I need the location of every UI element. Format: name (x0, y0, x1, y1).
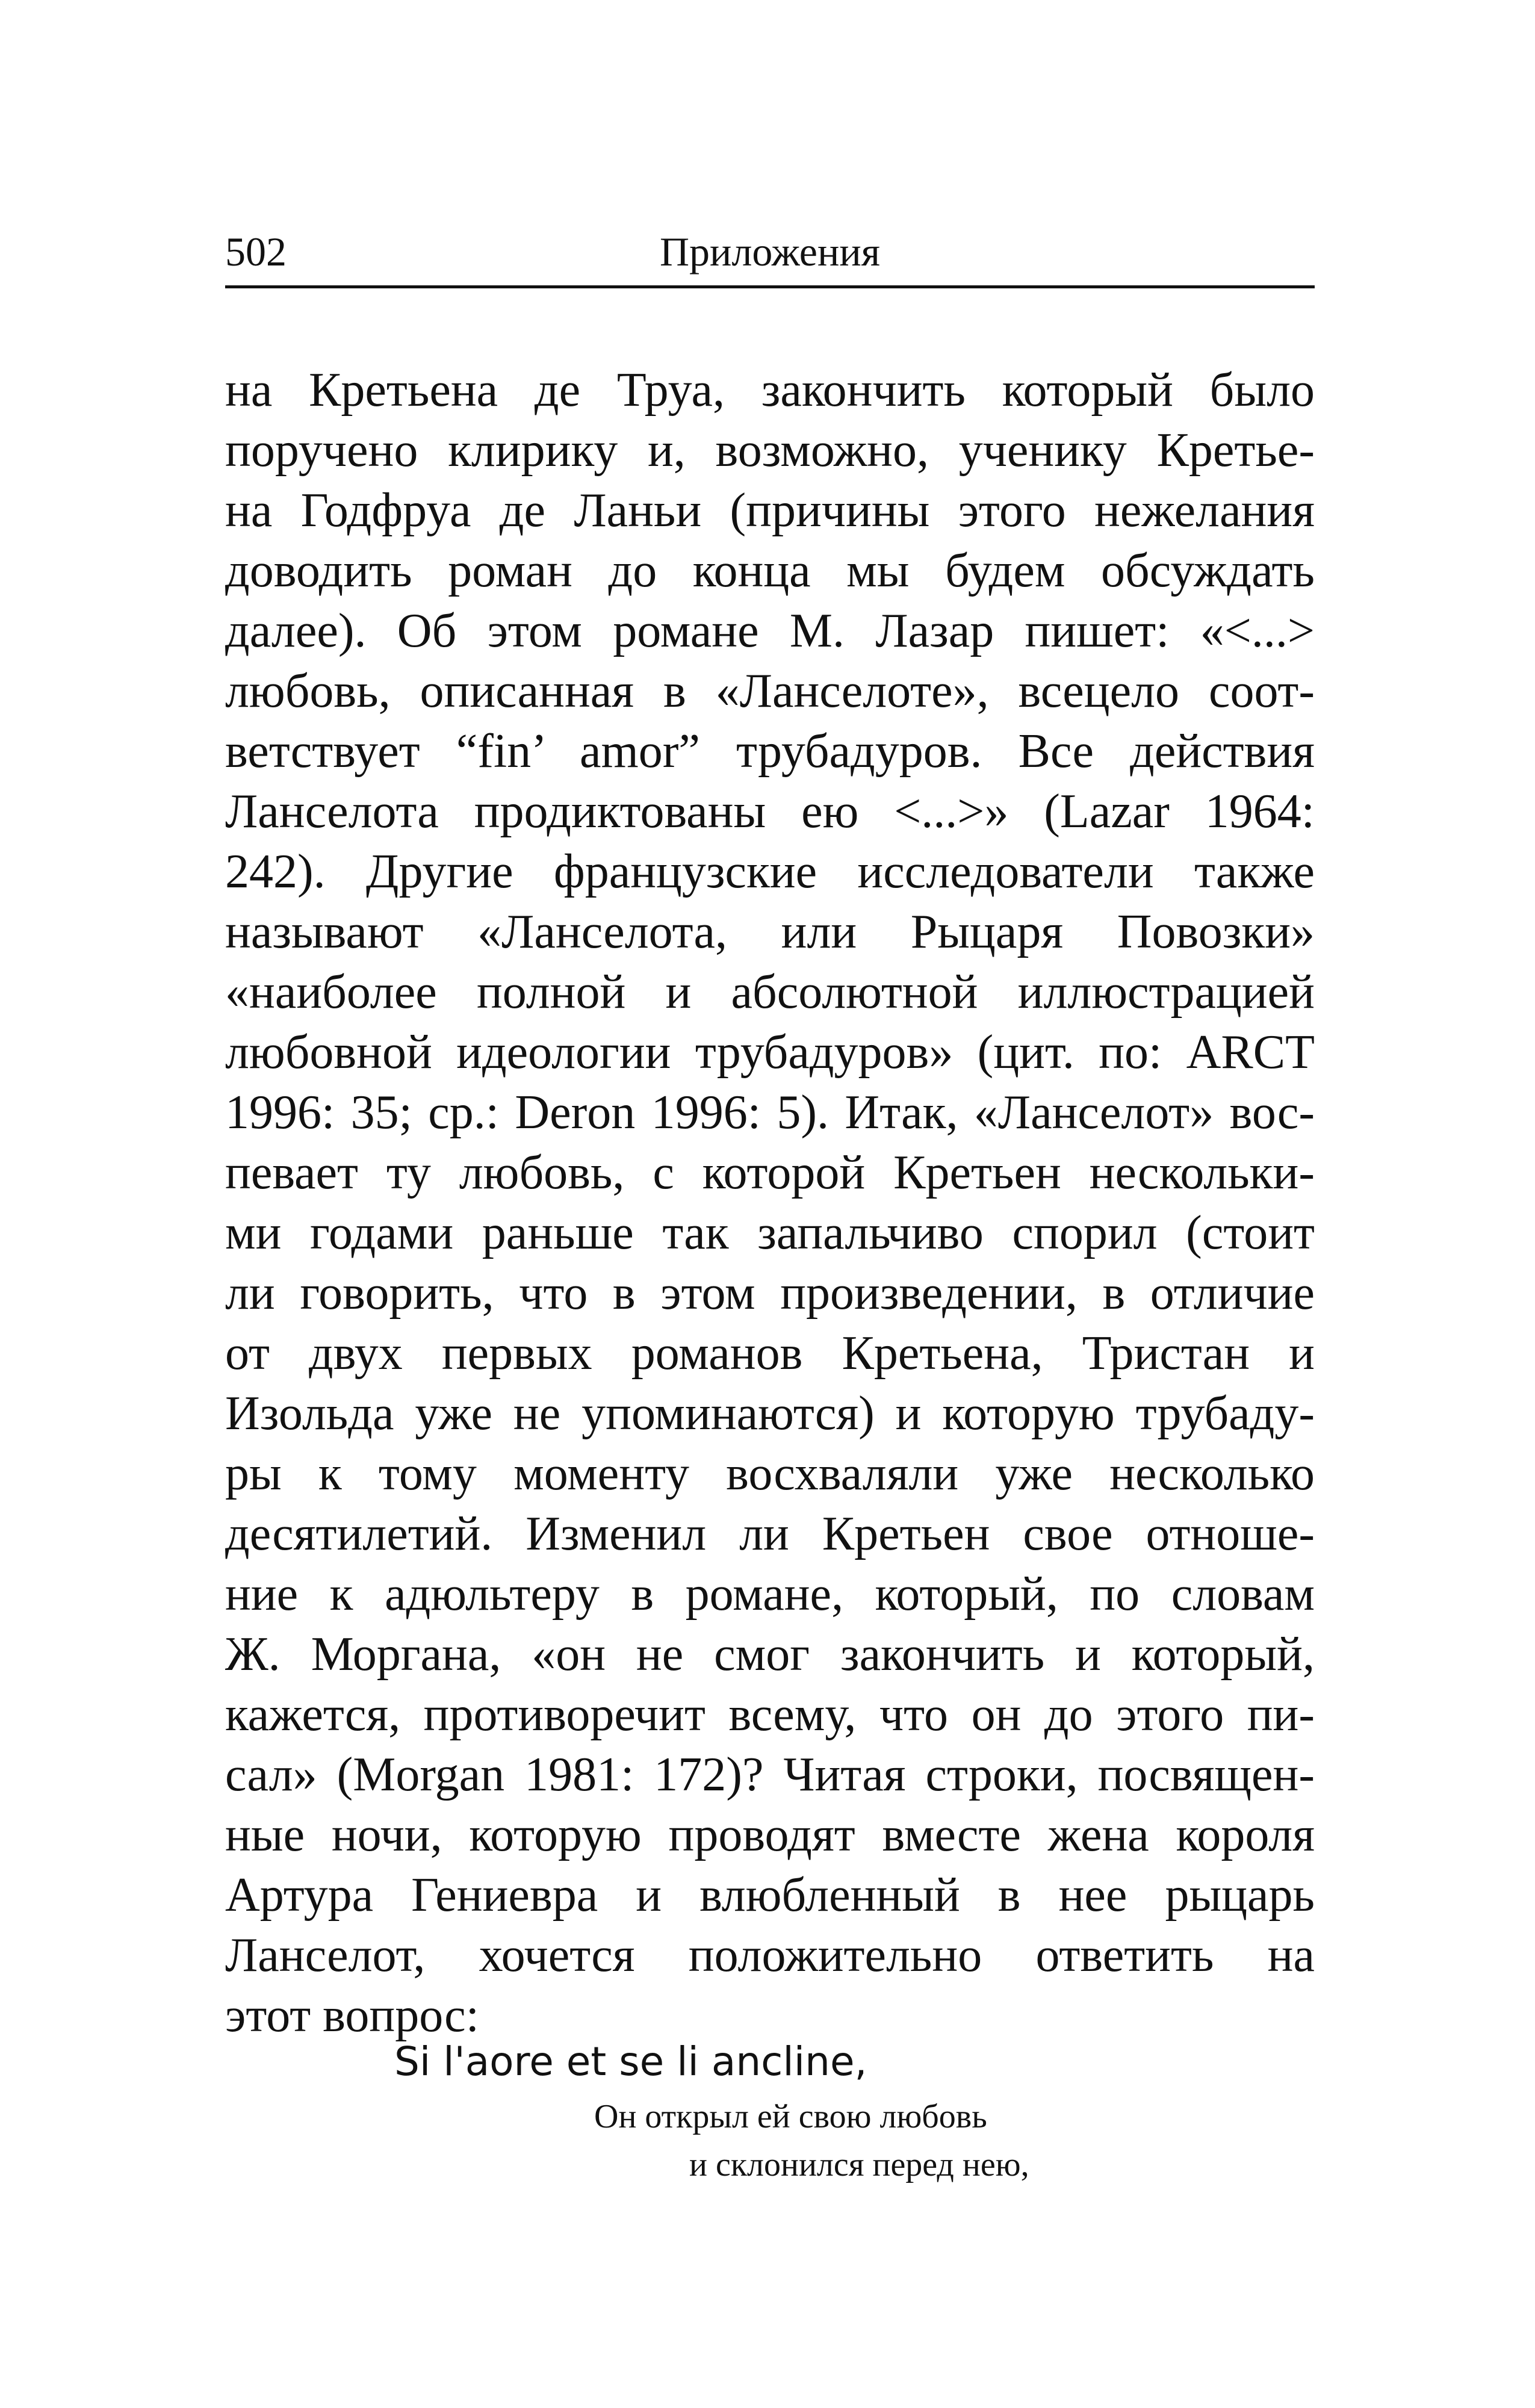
verse-translation-line: Он открыл ей свою любовь (594, 2098, 987, 2135)
text-line: Ланселот, хочется положительно ответить на (225, 1929, 1315, 1982)
text-line: ли говорить, что в этом произведении, в отличие (225, 1267, 1315, 1320)
text-line: 1996: 35; ср.: Deron 1996: 5). Итак, «Ланселот» вос- (225, 1086, 1315, 1139)
text-line: доводить роман до конца мы будем обсуждать (225, 544, 1315, 597)
text-line: «наиболее полной и абсолютной иллюстрацией (225, 966, 1315, 1019)
header-rule (225, 285, 1315, 288)
verse-translation-line: и склонился перед нею, (689, 2146, 1029, 2183)
text-line: поручено клирику и, возможно, ученику Кретье- (225, 424, 1315, 477)
verse-original: Si l'aore et se li ancline, (394, 2038, 867, 2085)
text-line: ры к тому моменту восхваляли уже несколько (225, 1447, 1315, 1500)
text-line: ветствует “fin’ amor” трубадуров. Все действия (225, 725, 1315, 778)
text-line: на Годфруа де Ланьи (причины этого нежелания (225, 484, 1315, 537)
text-line: певает ту любовь, с которой Кретьен нескольки- (225, 1146, 1315, 1199)
section-title: Приложения (659, 229, 881, 275)
text-line: Изольда уже не упоминаются) и которую трубаду- (225, 1387, 1315, 1440)
text-line: называют «Ланселота, или Рыцаря Повозки» (225, 905, 1315, 958)
text-line: Ж. Моргана, «он не смог закончить и который, (225, 1628, 1315, 1681)
text-line: на Кретьена де Труа, закончить который было (225, 364, 1315, 417)
text-line: ные ночи, которую проводят вместе жена короля (225, 1808, 1315, 1861)
text-line: Ланселота продиктованы ею <...>» (Lazar 1964: (225, 785, 1315, 838)
text-line: десятилетий. Изменил ли Кретьен свое отноше- (225, 1507, 1315, 1560)
page-number: 502 (225, 229, 287, 275)
text-line: 242). Другие французские исследователи также (225, 845, 1315, 898)
text-line: этот вопрос: (225, 1989, 479, 2042)
verse-quotation (394, 2035, 1237, 2189)
text-line: от двух первых романов Кретьена, Тристан и (225, 1327, 1315, 1380)
running-head (225, 222, 1315, 282)
text-line: ние к адюльтеру в романе, который, по словам (225, 1568, 1315, 1621)
text-line: далее). Об этом романе М. Лазар пишет: «<...> (225, 604, 1315, 657)
text-line: ми годами раньше так запальчиво спорил (стоит (225, 1206, 1315, 1259)
text-line: любовь, описанная в «Ланселоте», всецело соот- (225, 665, 1315, 718)
text-line: любовной идеологии трубадуров» (цит. по: ARCT (225, 1026, 1315, 1079)
text-line: Артура Гениевра и влюбленный в нее рыцарь (225, 1869, 1315, 1922)
text-line: кажется, противоречит всему, что он до этого пи- (225, 1688, 1315, 1741)
text-line: сал» (Morgan 1981: 172)? Читая строки, посвящен- (225, 1748, 1315, 1801)
body-paragraph (225, 360, 1315, 2046)
